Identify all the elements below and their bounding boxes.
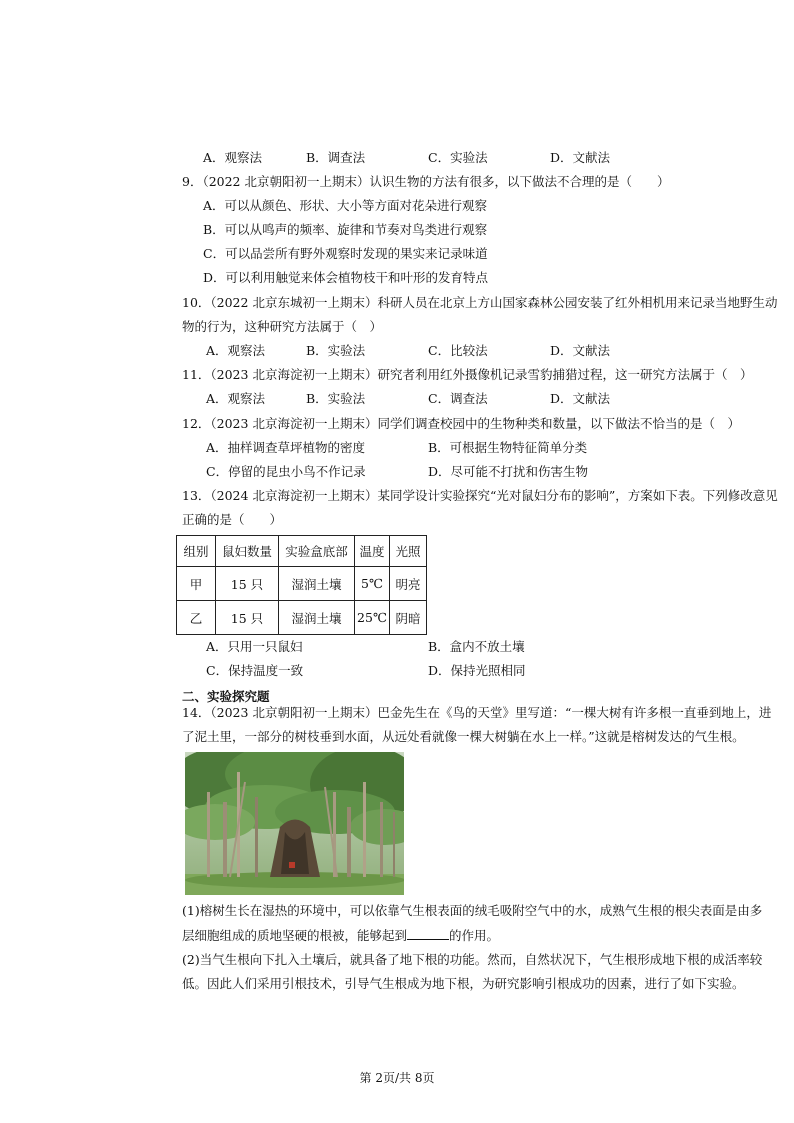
- table-cell: 15 只: [216, 567, 279, 601]
- q11-option-a: A．观察法: [206, 391, 266, 406]
- section-title: 二、实验探究题: [182, 689, 270, 704]
- q14-stem-line2: 了泥土里，一部分的树枝垂到水面，从远处看就像一棵大树躺在水上一样。”这就是榕树发达的气生根。: [182, 729, 745, 744]
- table-cell: 5℃: [355, 567, 390, 601]
- q14-part1-line1: (1)榕树生长在湿热的环境中，可以依靠气生根表面的绒毛吸附空气中的水，成熟气生根的根尖表面是由多: [182, 903, 763, 918]
- q8-option-c: C．实验法: [428, 150, 488, 165]
- table-cell: 乙: [177, 601, 216, 635]
- q8-option-d: D．文献法: [550, 150, 611, 165]
- q8-option-a: A．观察法: [203, 150, 263, 165]
- q14-part2-line1: (2)当气生根向下扎入土壤后，就具备了地下根的功能。然而，自然状况下，气生根形成地下根的成活率较: [182, 952, 763, 967]
- q11-option-d: D．文献法: [550, 391, 611, 406]
- table-header-cell: 光照: [390, 536, 427, 567]
- table-cell: 明亮: [390, 567, 427, 601]
- table-header-cell: 温度: [355, 536, 390, 567]
- table-row: [177, 601, 427, 635]
- page-number: 第 2页/共 8页: [359, 1071, 435, 1085]
- q12-option-a: A．抽样调查草坪植物的密度: [206, 440, 366, 455]
- experiment-table: [176, 535, 427, 635]
- q14-part1-line2: [182, 927, 499, 944]
- q10-option-b: B．实验法: [306, 343, 366, 358]
- q9-stem: 9．（2022 北京朝阳初一上期末）认识生物的方法有很多，以下做法不合理的是（ ）: [182, 174, 670, 189]
- q10-stem-line2: 物的行为，这种研究方法属于（ ）: [182, 319, 383, 334]
- q9-option-b: B．可以从鸣声的频率、旋律和节奏对鸟类进行观察: [203, 222, 488, 237]
- q13-option-d: D．保持光照相同: [428, 663, 526, 678]
- q13-option-b: B．盒内不放土壤: [428, 639, 525, 654]
- banyan-tree-photo: [185, 752, 404, 895]
- q11-option-c: C．调查法: [428, 391, 488, 406]
- q9-option-c: C．可以品尝所有野外观察时发现的果实来记录味道: [203, 246, 488, 261]
- q13-option-a: A．只用一只鼠妇: [206, 639, 303, 654]
- table-cell: 甲: [177, 567, 216, 601]
- q10-option-a: A．观察法: [206, 343, 266, 358]
- q8-option-b: B．调查法: [306, 150, 366, 165]
- table-cell: 阴暗: [390, 601, 427, 635]
- table-header-row: [177, 536, 427, 567]
- q14-part2-line2: 低。因此人们采用引根技术，引导气生根成为地下根，为研究影响引根成功的因素，进行了如下实验。: [182, 976, 745, 991]
- q12-option-b: B．可根据生物特征简单分类: [428, 440, 588, 455]
- answer-blank[interactable]: [407, 927, 449, 940]
- q10-stem-line1: 10．（2022 北京东城初一上期末）科研人员在北京上方山国家森林公园安装了红外相机用来记录当地野生动: [182, 295, 778, 310]
- table-cell: 湿润土壤: [279, 601, 355, 635]
- q14-stem-line1: 14．（2023 北京朝阳初一上期末）巴金先生在《鸟的天堂》里写道：“一棵大树有许多根一直垂到地上，进: [182, 705, 772, 720]
- q10-option-d: D．文献法: [550, 343, 611, 358]
- q13-stem-line1: 13．（2024 北京海淀初一上期末）某同学设计实验探究“光对鼠妇分布的影响”，方案如下表。下列修改意见: [182, 488, 778, 503]
- q9-option-a: A．可以从颜色、形状、大小等方面对花朵进行观察: [203, 198, 488, 213]
- q11-stem: 11．（2023 北京海淀初一上期末）研究者利用红外摄像机记录雪豹捕猎过程，这一研究方法属于（ ）: [182, 367, 753, 382]
- table-cell: 湿润土壤: [279, 567, 355, 601]
- q9-option-d: D．可以利用触觉来体会植物枝干和叶形的发育特点: [203, 270, 489, 285]
- q13-stem-line2: 正确的是（ ）: [182, 512, 283, 527]
- q14-part1-line2-pre: 层细胞组成的质地坚硬的根被，能够起到: [182, 928, 408, 943]
- table-cell: 25℃: [355, 601, 390, 635]
- q13-option-c: C．保持温度一致: [206, 663, 304, 678]
- table-header-cell: 组别: [177, 536, 216, 567]
- table-header-cell: 鼠妇数量: [216, 536, 279, 567]
- table-row: [177, 567, 427, 601]
- q12-option-d: D．尽可能不打扰和伤害生物: [428, 464, 589, 479]
- q12-option-c: C．停留的昆虫小鸟不作记录: [206, 464, 366, 479]
- q11-option-b: B．实验法: [306, 391, 366, 406]
- table-header-cell: 实验盒底部: [279, 536, 355, 567]
- table-cell: 15 只: [216, 601, 279, 635]
- q14-part1-line2-post: 的作用。: [449, 928, 500, 943]
- q12-stem: 12．（2023 北京海淀初一上期末）同学们调查校园中的生物种类和数量，以下做法不恰当的是（ ）: [182, 416, 740, 431]
- q10-option-c: C．比较法: [428, 343, 488, 358]
